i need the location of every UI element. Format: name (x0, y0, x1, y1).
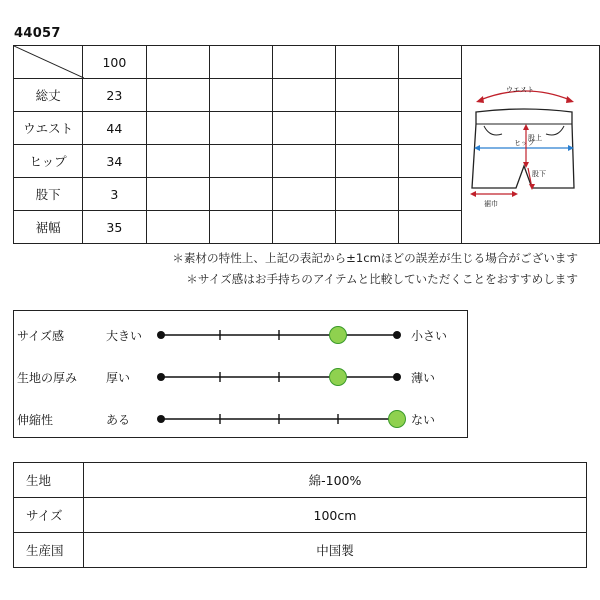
shorts-diagram (462, 46, 598, 240)
feel-left-label: 大きい (106, 329, 143, 343)
info-table (13, 462, 587, 568)
scale-marker (330, 369, 347, 386)
feel-row-stretch (14, 409, 467, 429)
hem-label: 裾巾 (484, 200, 499, 208)
empty-cell (146, 178, 209, 211)
empty-cell (209, 46, 272, 79)
empty-cell (335, 46, 398, 79)
size-row-label: 裾幅 (14, 211, 83, 244)
waist-label: ウエスト (506, 86, 535, 94)
size-row-value: 3 (83, 178, 146, 211)
note-line: ＊素材の特性上、上記の表記から±1cmほどの誤差が生じる場合がございます (172, 251, 578, 265)
info-label: 生地 (14, 463, 84, 498)
size-row-value: 44 (83, 112, 146, 145)
size-row-label: 股下 (14, 178, 83, 211)
info-value: 綿-100% (84, 463, 587, 498)
feel-row-label: サイズ感 (17, 329, 65, 343)
empty-cell (398, 112, 461, 145)
header-size-cell: 100 (83, 46, 146, 79)
diagonal-line-icon (14, 46, 84, 78)
header-corner-cell (14, 46, 83, 79)
empty-cell (335, 178, 398, 211)
empty-cell (272, 178, 335, 211)
feel-scale (142, 409, 417, 429)
fit-feel-panel (13, 310, 468, 438)
info-label: サイズ (14, 498, 84, 533)
waist-arrow-head-icon (566, 96, 574, 103)
inseam-label: 股下 (532, 170, 547, 178)
size-header-row (14, 46, 600, 79)
info-row (14, 498, 587, 533)
size-row-label: ウエスト (14, 112, 83, 145)
size-row-value: 35 (83, 211, 146, 244)
empty-cell (335, 79, 398, 112)
empty-cell (398, 46, 461, 79)
info-row (14, 533, 587, 568)
waist-arrow-head-icon (476, 96, 484, 103)
feel-right-label: ない (411, 413, 436, 427)
feel-scale (142, 367, 417, 387)
empty-cell (146, 46, 209, 79)
size-row-value: 34 (83, 145, 146, 178)
product-code: 44057 (14, 26, 61, 41)
info-row (14, 463, 587, 498)
size-row-label: 総丈 (14, 79, 83, 112)
empty-cell (209, 178, 272, 211)
empty-cell (398, 211, 461, 244)
empty-cell (335, 112, 398, 145)
shorts-diagram-cell (461, 46, 599, 244)
feel-row-size (14, 325, 467, 345)
empty-cell (209, 211, 272, 244)
empty-cell (209, 145, 272, 178)
empty-cell (146, 79, 209, 112)
empty-cell (398, 178, 461, 211)
empty-cell (272, 145, 335, 178)
scale-end-dot (157, 415, 165, 423)
empty-cell (146, 145, 209, 178)
empty-cell (209, 112, 272, 145)
empty-cell (272, 112, 335, 145)
hip-label: ヒップ (514, 139, 536, 147)
empty-cell (272, 46, 335, 79)
feel-right-label: 小さい (411, 329, 448, 343)
scale-marker (330, 327, 347, 344)
scale-end-dot (157, 331, 165, 339)
scale-marker (389, 411, 406, 428)
info-label: 生産国 (14, 533, 84, 568)
rise-label: 股上 (528, 134, 543, 142)
info-value: 中国製 (84, 533, 587, 568)
empty-cell (335, 211, 398, 244)
note-line: ＊サイズ感はお手持ちのアイテムと比較していただくことをおすすめします (186, 272, 578, 286)
empty-cell (146, 211, 209, 244)
feel-left-label: 厚い (106, 371, 131, 385)
info-value: 100cm (84, 498, 587, 533)
notes (172, 248, 578, 290)
feel-row-thickness (14, 367, 467, 387)
hem-arrow-head-icon (512, 191, 518, 197)
size-row-label: ヒップ (14, 145, 83, 178)
empty-cell (146, 112, 209, 145)
feel-scale (142, 325, 417, 345)
scale-end-dot (157, 373, 165, 381)
feel-row-label: 伸縮性 (17, 413, 54, 427)
feel-left-label: ある (106, 413, 131, 427)
scale-end-dot (393, 331, 401, 339)
size-table (13, 45, 600, 244)
empty-cell (272, 79, 335, 112)
scale-end-dot (393, 373, 401, 381)
feel-right-label: 薄い (411, 371, 436, 385)
empty-cell (398, 145, 461, 178)
feel-row-label: 生地の厚み (17, 371, 78, 385)
size-row-value: 23 (83, 79, 146, 112)
empty-cell (209, 79, 272, 112)
empty-cell (398, 79, 461, 112)
hem-arrow-head-icon (470, 191, 476, 197)
empty-cell (335, 145, 398, 178)
empty-cell (272, 211, 335, 244)
